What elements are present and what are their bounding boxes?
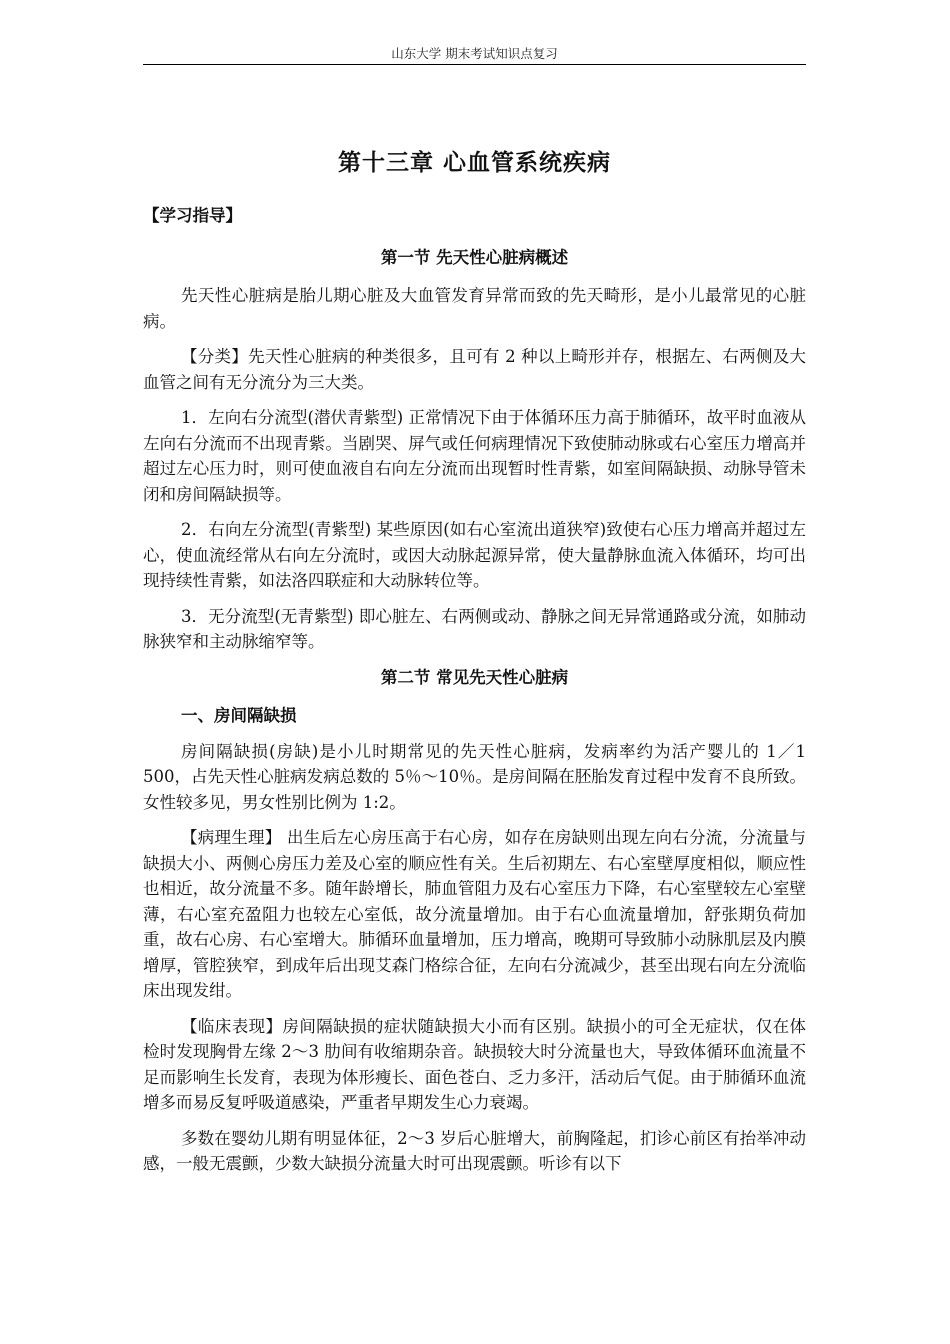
asd-intro-paragraph: 房间隔缺损(房缺)是小儿时期常见的先天性心脏病，发病率约为活产婴儿的 1／1 500，占先天性心脏病发病总数的 5％～10％。是房间隔在胚胎发育过程中发育不良所致。女性较多见，男女性别比例为 1:2。 bbox=[143, 741, 806, 812]
chapter-title: 第十三章 心血管系统疾病 bbox=[337, 149, 611, 176]
section-1-intro-paragraph: 先天性心脏病是胎儿期心脏及大血管发育异常而致的先天畸形，是小儿最常见的心脏病。 bbox=[143, 286, 806, 331]
study-guide-label: 【学习指导】 bbox=[143, 206, 242, 225]
no-shunt-paragraph: 3．无分流型(无青紫型) 即心脏左、右两侧或动、静脉之间无异常通路或分流，如肺动脉狭窄和主动脉缩窄等。 bbox=[143, 606, 806, 651]
right-to-left-shunt-paragraph: 2．右向左分流型(青紫型) 某些原因(如右心室流出道狭窄)致使右心压力增高并超过左心，使血流经常从右向左分流时，或因大动脉起源异常，使大量静脉血流入体循环，均可出现持续性青紫，如法洛四联症和大动脉转位等。 bbox=[143, 520, 806, 590]
left-to-right-shunt-paragraph: 1．左向右分流型(潜伏青紫型) 正常情况下由于体循环压力高于肺循环，故平时血液从左向右分流而不出现青紫。当剧哭、屏气或任何病理情况下致使肺动脉或右心室压力增高并超过左心压力时，则可使血液自右向左分流而出现暂时性青紫，如室间隔缺损、动脉导管未闭和房间隔缺损等。 bbox=[143, 408, 806, 504]
section-2-title: 第二节 常见先天性心脏病 bbox=[380, 667, 569, 687]
section-1-title: 第一节 先天性心脏病概述 bbox=[380, 248, 569, 267]
atrial-septal-defect-heading: 一、房间隔缺损 bbox=[181, 705, 297, 725]
clinical-manifestation-paragraph: 【临床表现】房间隔缺损的症状随缺损大小而有区别。缺损小的可全无症状，仅在体检时发现胸骨左缘 2～3 肋间有收缩期杂音。缺损较大时分流量也大，导致体循环血流量不足而影响生长发育，表现为体形瘦长、面色苍白、乏力多汗，活动后气促。由于肺循环血流增多而易反复呼吸道感染，严重者早期发生心力衰竭。 bbox=[143, 1016, 806, 1112]
page-header: 山东大学 期末考试知识点复习 bbox=[391, 46, 558, 61]
document-body bbox=[143, 144, 806, 1187]
classification-paragraph: 【分类】先天性心脏病的种类很多，且可有 2 种以上畸形并存，根据左、右两侧及大血管之间有无分流分为三大类。 bbox=[143, 347, 806, 392]
physical-signs-paragraph: 多数在婴幼儿期有明显体征，2～3 岁后心脏增大，前胸隆起，扪诊心前区有抬举冲动感，一般无震颤，少数大缺损分流量大时可出现震颤。听诊有以下 bbox=[143, 1128, 806, 1173]
header-rule bbox=[143, 64, 806, 65]
pathophysiology-paragraph: 【病理生理】 出生后左心房压高于右心房，如存在房缺则出现左向右分流，分流量与缺损大小、两侧心房压力差及心室的顺应性有关。生后初期左、右心室壁厚度相似，顺应性也相近，故分流量不多。随年龄增长，肺血管阻力及右心室压力下降，右心室壁较左心室壁薄，右心室充盈阻力也较左心室低，故分流量增加。由于右心血流量增加，舒张期负荷加重，故右心房、右心室增大。肺循环血量增加，压力增高，晚期可导致肺小动脉肌层及内膜增厚，管腔狭窄，到成年后出现艾森门格综合征，左向右分流减少，甚至出现右向左分流临床出现发绀。 bbox=[143, 828, 806, 1000]
